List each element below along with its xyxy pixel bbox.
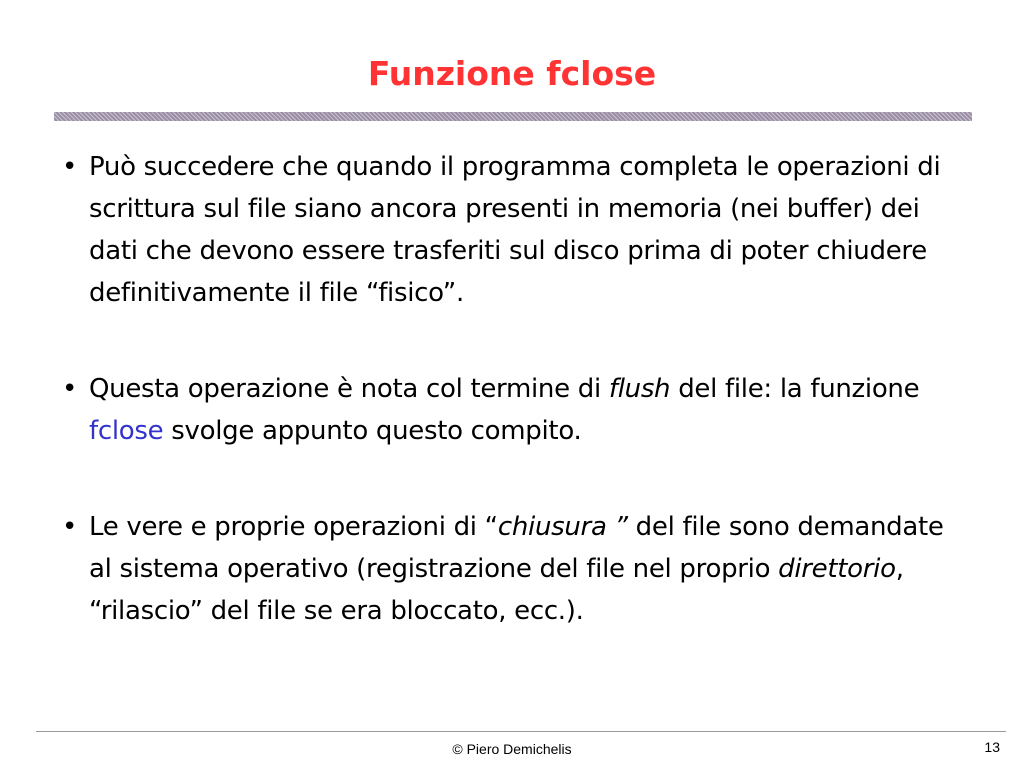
page-number: 13 bbox=[984, 739, 1000, 755]
bullet-text: Questa operazione è nota col termine di bbox=[89, 374, 609, 404]
footer-copyright: © Piero Demichelis bbox=[452, 741, 572, 757]
bullet-item bbox=[62, 506, 972, 632]
bullet-text: Le vere e proprie operazioni di “ bbox=[89, 512, 498, 542]
bullet-item bbox=[62, 146, 972, 314]
footer-divider bbox=[36, 731, 1006, 732]
bullet-item bbox=[62, 368, 972, 452]
bullet-text: Può succedere che quando il programma completa le operazioni di scrittura sul file siano ancora presenti in memoria (nei buffer) dei dati che devono essere trasferiti sul disco prima di poter chiudere definitivamente il file “fisico”. bbox=[89, 152, 941, 308]
bullet-marker: • bbox=[62, 374, 78, 404]
code-fclose: fclose bbox=[89, 416, 164, 446]
bullet-marker: • bbox=[62, 512, 78, 542]
title-divider bbox=[54, 112, 972, 121]
bullet-text: del file sono demandate al sistema operativo (registrazione del file nel proprio bbox=[89, 512, 944, 584]
slide-body bbox=[62, 146, 972, 632]
bullet-text: svolge appunto questo compito. bbox=[163, 416, 582, 446]
bullet-marker: • bbox=[62, 152, 78, 182]
term-direttorio: direttorio bbox=[778, 554, 896, 584]
term-flush: flush bbox=[608, 374, 671, 404]
term-chiusura: chiusura ” bbox=[497, 512, 628, 542]
bullet-text: del file: la funzione bbox=[670, 374, 920, 404]
slide-title: Funzione fclose bbox=[367, 54, 657, 93]
bullet-text: , “rilascio” del file se era bloccato, ecc.). bbox=[89, 554, 904, 626]
